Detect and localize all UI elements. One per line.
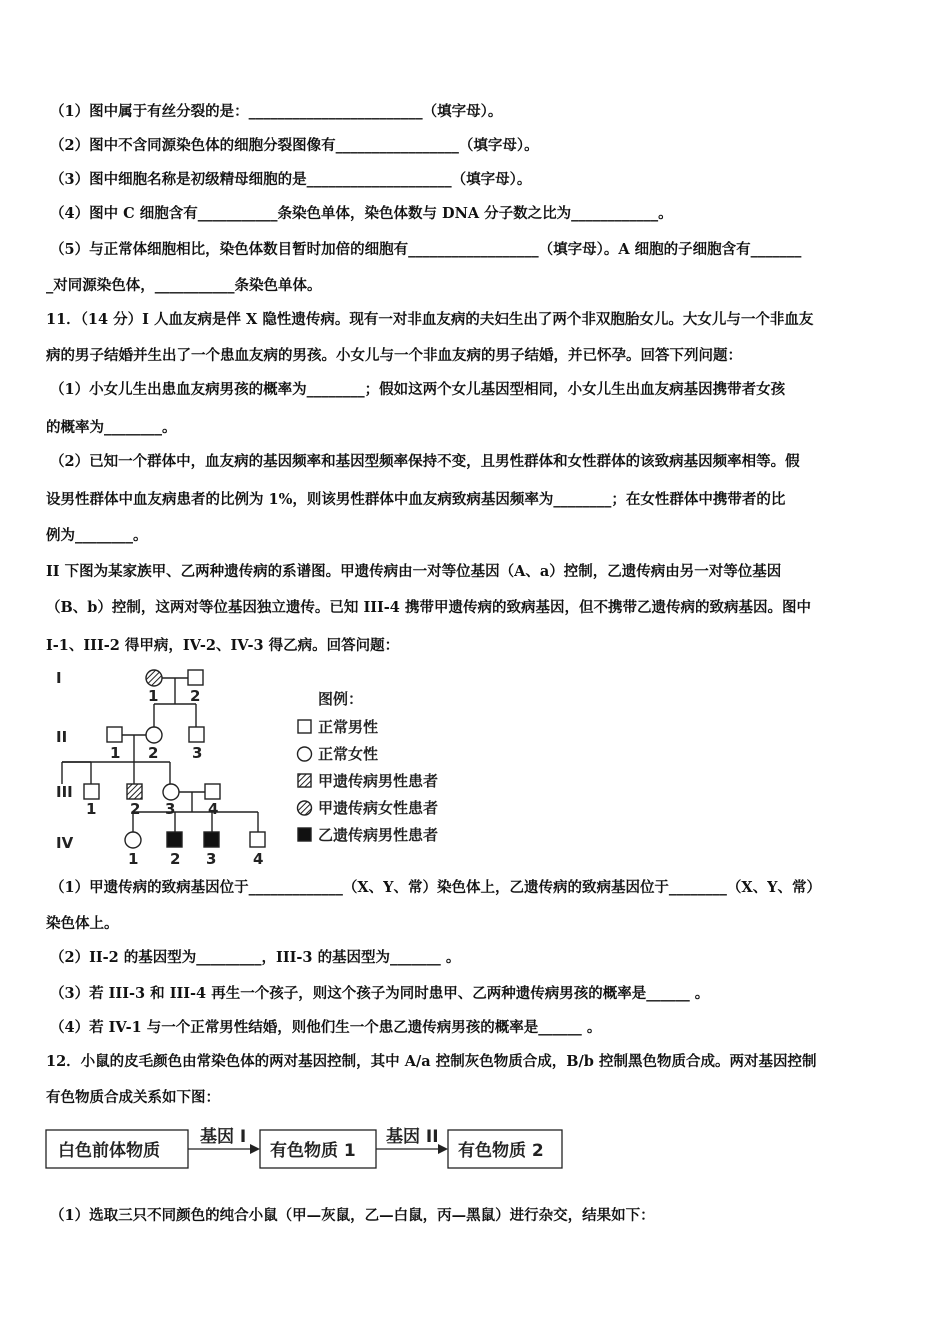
ped-III-1	[84, 784, 99, 799]
q10-item-5-cont: _对同源染色体，___________条染色单体。	[46, 277, 322, 294]
ped-IV-4	[250, 832, 265, 847]
q10-item-2: （2）图中不含同源染色体的细胞分裂图像有_________________（填字母）。	[50, 137, 539, 154]
ped-III-2	[127, 784, 142, 799]
gen-label-IV: IV	[56, 834, 74, 852]
legend-a-female: 甲遗传病女性患者	[318, 799, 439, 817]
q12-intro-cont: 有色物质合成关系如下图：	[46, 1089, 220, 1106]
q11-sub-2-cont2: 例为________。	[46, 527, 148, 544]
q11-sub-1-cont: 的概率为________。	[46, 419, 177, 436]
legend-symbol-b-male	[298, 828, 311, 841]
flow-gene-1: 基因 I	[200, 1127, 247, 1147]
q11-part2-intro-cont2: I-1、III-2 得甲病，IV-2、IV-3 得乙病。回答问题：	[46, 637, 400, 654]
q10-item-5: （5）与正常体细胞相比，染色体数目暂时加倍的细胞有__________________（填字母）。A 细胞的子细胞含有_______	[50, 241, 802, 258]
gen-label-III: III	[56, 783, 73, 801]
flow-label-pigment-1: 有色物质 1	[270, 1141, 356, 1161]
num-III-1: 1	[86, 800, 97, 818]
ped-II-1	[107, 727, 122, 742]
flow-label-pigment-2: 有色物质 2	[458, 1141, 544, 1161]
legend-symbol-a-female	[298, 801, 312, 815]
q11-ii-sub-1: （1）甲遗传病的致病基因位于_____________（X、Y、常）染色体上，乙遗传病的致病基因位于________（X、Y、常）	[50, 879, 822, 896]
legend-symbol-a-male	[298, 774, 311, 787]
q11-sub-1: （1）小女儿生出患血友病男孩的概率为________；假如这两个女儿基因型相同，小女儿生出血友病基因携带者女孩	[50, 381, 786, 398]
q10-item-1: （1）图中属于有丝分裂的是：________________________（填字母）。	[50, 103, 503, 120]
legend-a-male: 甲遗传病男性患者	[318, 772, 439, 790]
gen-label-II: II	[56, 728, 68, 746]
q10-item-4: （4）图中 C 细胞含有___________条染色单体，染色体数与 DNA 分子数之比为____________。	[50, 205, 673, 222]
q11-part2-intro: II 下图为某家族甲、乙两种遗传病的系谱图。甲遗传病由一对等位基因（A、a）控制，乙遗传病由另一对等位基因	[46, 563, 782, 580]
q11-sub-2: （2）已知一个群体中，血友病的基因频率和基因型频率保持不变，且男性群体和女性群体的该致病基因频率相等。假	[50, 453, 800, 470]
q11-sub-2-cont: 设男性群体中血友病患者的比例为 1%，则该男性群体中血友病致病基因频率为________；在女性群体中携带者的比	[46, 491, 786, 508]
num-I-1: 1	[148, 687, 159, 705]
q11-intro: 11．（14 分）I 人血友病是伴 X 隐性遗传病。现有一对非血友病的夫妇生出了两个非双胞胎女儿。大女儿与一个非血友	[46, 311, 814, 328]
ped-IV-1	[125, 832, 141, 848]
num-I-2: 2	[190, 687, 201, 705]
legend-normal-female: 正常女性	[318, 745, 379, 763]
legend-title: 图例：	[318, 690, 364, 708]
num-IV-1: 1	[128, 850, 139, 868]
q10-item-3: （3）图中细胞名称是初级精母细胞的是____________________（填字母）。	[50, 171, 532, 188]
q11-ii-sub-4: （4）若 IV-1 与一个正常男性结婚，则他们生一个患乙遗传病男孩的概率是______ 。	[50, 1019, 602, 1036]
ped-II-3	[189, 727, 204, 742]
q11-ii-sub-2: （2）II-2 的基因型为_________，III-3 的基因型为_______ 。	[50, 949, 461, 966]
q12-intro: 12．小鼠的皮毛颜色由常染色体的两对基因控制，其中 A/a 控制灰色物质合成，B/b 控制黑色物质合成。两对基因控制	[46, 1053, 817, 1070]
num-II-3: 3	[192, 744, 203, 762]
num-IV-2: 2	[170, 850, 181, 868]
flow-gene-2: 基因 II	[386, 1127, 439, 1147]
pathway-diagram	[44, 1122, 574, 1174]
q11-intro-cont: 病的男子结婚并生出了一个患血友病的男孩。小女儿与一个非血友病的男子结婚，并已怀孕。回答下列问题：	[46, 347, 742, 364]
flow-label-precursor: 白色前体物质	[58, 1141, 160, 1161]
legend-symbol-normal-male	[298, 720, 311, 733]
num-II-2: 2	[148, 744, 159, 762]
num-III-2: 2	[130, 800, 141, 818]
q12-sub-1: （1）选取三只不同颜色的纯合小鼠（甲—灰鼠，乙—白鼠，丙—黑鼠）进行杂交，结果如下：	[50, 1207, 655, 1224]
legend-b-male: 乙遗传病男性患者	[318, 826, 439, 844]
q11-ii-sub-1-cont: 染色体上。	[46, 915, 119, 932]
ped-IV-3	[204, 832, 219, 847]
num-II-1: 1	[110, 744, 121, 762]
q11-part2-intro-cont: （B、b）控制，这两对等位基因独立遗传。已知 III-4 携带甲遗传病的致病基因，但不携带乙遗传病的致病基因。图中	[46, 599, 811, 616]
ped-I-1	[146, 670, 162, 686]
legend-normal-male: 正常男性	[318, 718, 379, 736]
q11-ii-sub-3: （3）若 III-3 和 III-4 再生一个孩子，则这个孩子为同时患甲、乙两种遗传病男孩的概率是______ 。	[50, 985, 710, 1002]
gen-label-I: I	[56, 669, 62, 687]
ped-III-3	[163, 784, 179, 800]
num-III-3: 3	[165, 800, 176, 818]
ped-III-4	[205, 784, 220, 799]
pedigree-chart	[50, 662, 490, 872]
num-IV-3: 3	[206, 850, 217, 868]
legend-symbol-normal-female	[298, 747, 312, 761]
ped-I-2	[188, 670, 203, 685]
num-IV-4: 4	[253, 850, 264, 868]
ped-II-2	[146, 727, 162, 743]
ped-IV-2	[167, 832, 182, 847]
num-III-4: 4	[208, 800, 219, 818]
